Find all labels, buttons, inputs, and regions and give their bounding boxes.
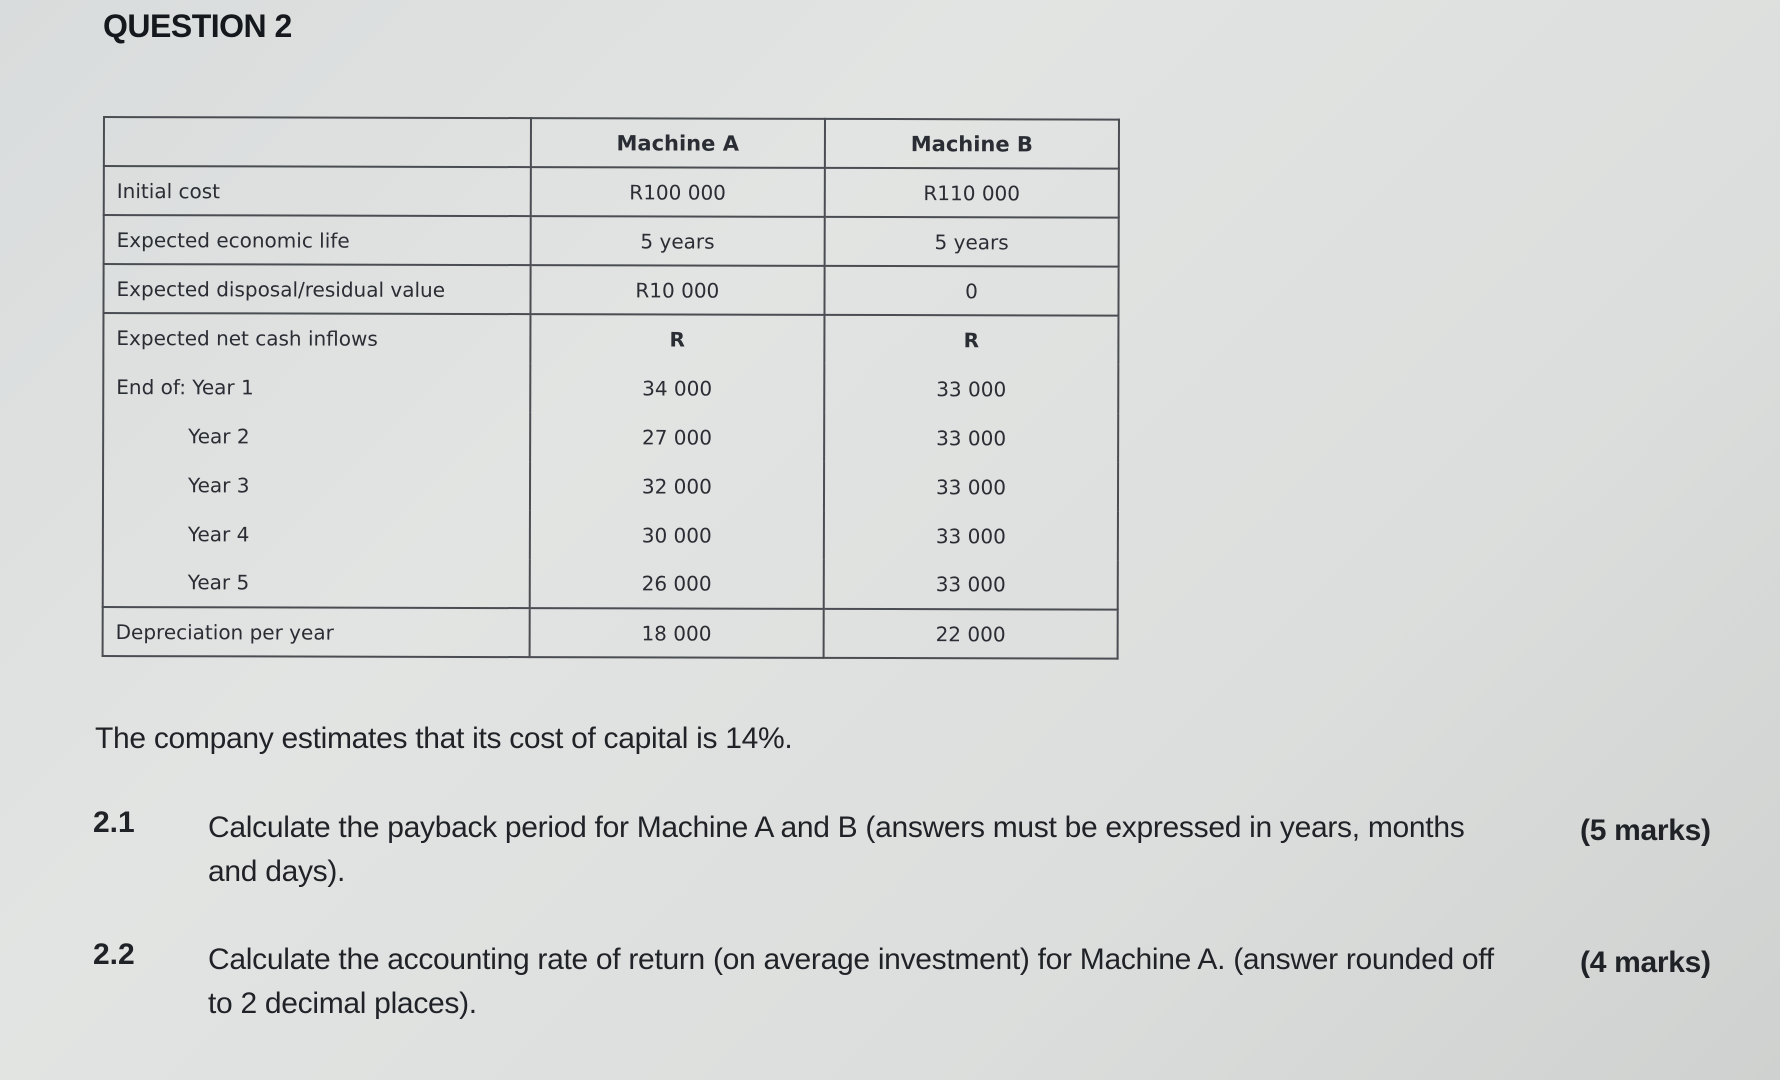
cost-of-capital-statement: The company estimates that its cost of capital is 14%.: [95, 722, 793, 755]
machine-b-value: R: [824, 315, 1118, 365]
machine-a-value: 27 000: [530, 412, 824, 462]
question-text-content: Calculate the accounting rate of return (on average investment) for Machine A. (answer rounded off to 2 decimal places).: [208, 943, 1494, 1020]
table-row: [103, 313, 1118, 365]
row-label: Year 3: [103, 460, 530, 510]
row-label: End of: Year 1: [103, 362, 530, 412]
machine-b-value: R110 000: [825, 168, 1119, 218]
header-cell-machine-b: Machine B: [825, 119, 1119, 169]
table-row: [104, 215, 1119, 267]
question-text-content: Calculate the payback period for Machine A and B (answers must be expressed in years, months and days).: [208, 811, 1465, 888]
row-label: Expected net cash inflows: [103, 313, 530, 363]
machine-b-value: 33 000: [824, 413, 1118, 463]
machine-a-value: 32 000: [530, 461, 824, 511]
machine-a-value: 26 000: [529, 559, 823, 609]
question-number: 2.1: [93, 806, 135, 839]
question-marks: (4 marks): [1580, 946, 1711, 979]
table-row: [103, 362, 1118, 414]
table-row: [103, 411, 1118, 463]
machine-b-value: 0: [824, 266, 1118, 316]
question-heading: QUESTION 2: [103, 8, 292, 44]
machine-a-value: 5 years: [530, 216, 824, 266]
machine-b-value: 33 000: [824, 511, 1118, 561]
machine-a-value: 18 000: [529, 608, 823, 658]
table-row: [103, 264, 1118, 316]
row-label: Expected economic life: [104, 215, 531, 265]
machine-b-value: 33 000: [824, 560, 1118, 610]
row-label: Year 4: [103, 509, 530, 559]
row-label: Depreciation per year: [103, 607, 530, 657]
machine-comparison-table: [102, 116, 1120, 660]
header-cell-empty: [104, 117, 531, 167]
question-text: [208, 938, 1508, 1026]
machine-b-value: 5 years: [824, 217, 1118, 267]
machine-a-value: 34 000: [530, 363, 824, 413]
machine-a-value: 30 000: [530, 510, 824, 560]
row-label: Year 5: [103, 558, 530, 608]
table-row: [103, 558, 1118, 610]
machine-b-value: 33 000: [824, 364, 1118, 414]
question-text: [208, 806, 1508, 894]
row-label: Year 2: [103, 411, 530, 461]
machine-b-value: 33 000: [824, 462, 1118, 512]
table-header-row: [104, 117, 1119, 169]
table-row: [104, 166, 1119, 218]
table-row: [103, 509, 1118, 561]
header-cell-machine-a: Machine A: [531, 118, 825, 168]
machine-b-value: 22 000: [823, 609, 1117, 659]
question-number: 2.2: [93, 938, 135, 971]
question-marks: (5 marks): [1580, 814, 1711, 847]
row-label: Expected disposal/residual value: [103, 264, 530, 314]
machine-a-value: R: [530, 314, 824, 364]
machine-a-value: R100 000: [531, 167, 825, 217]
table-row: [103, 607, 1118, 659]
row-label: Initial cost: [104, 166, 531, 216]
machine-a-value: R10 000: [530, 265, 824, 315]
table-row: [103, 460, 1118, 512]
